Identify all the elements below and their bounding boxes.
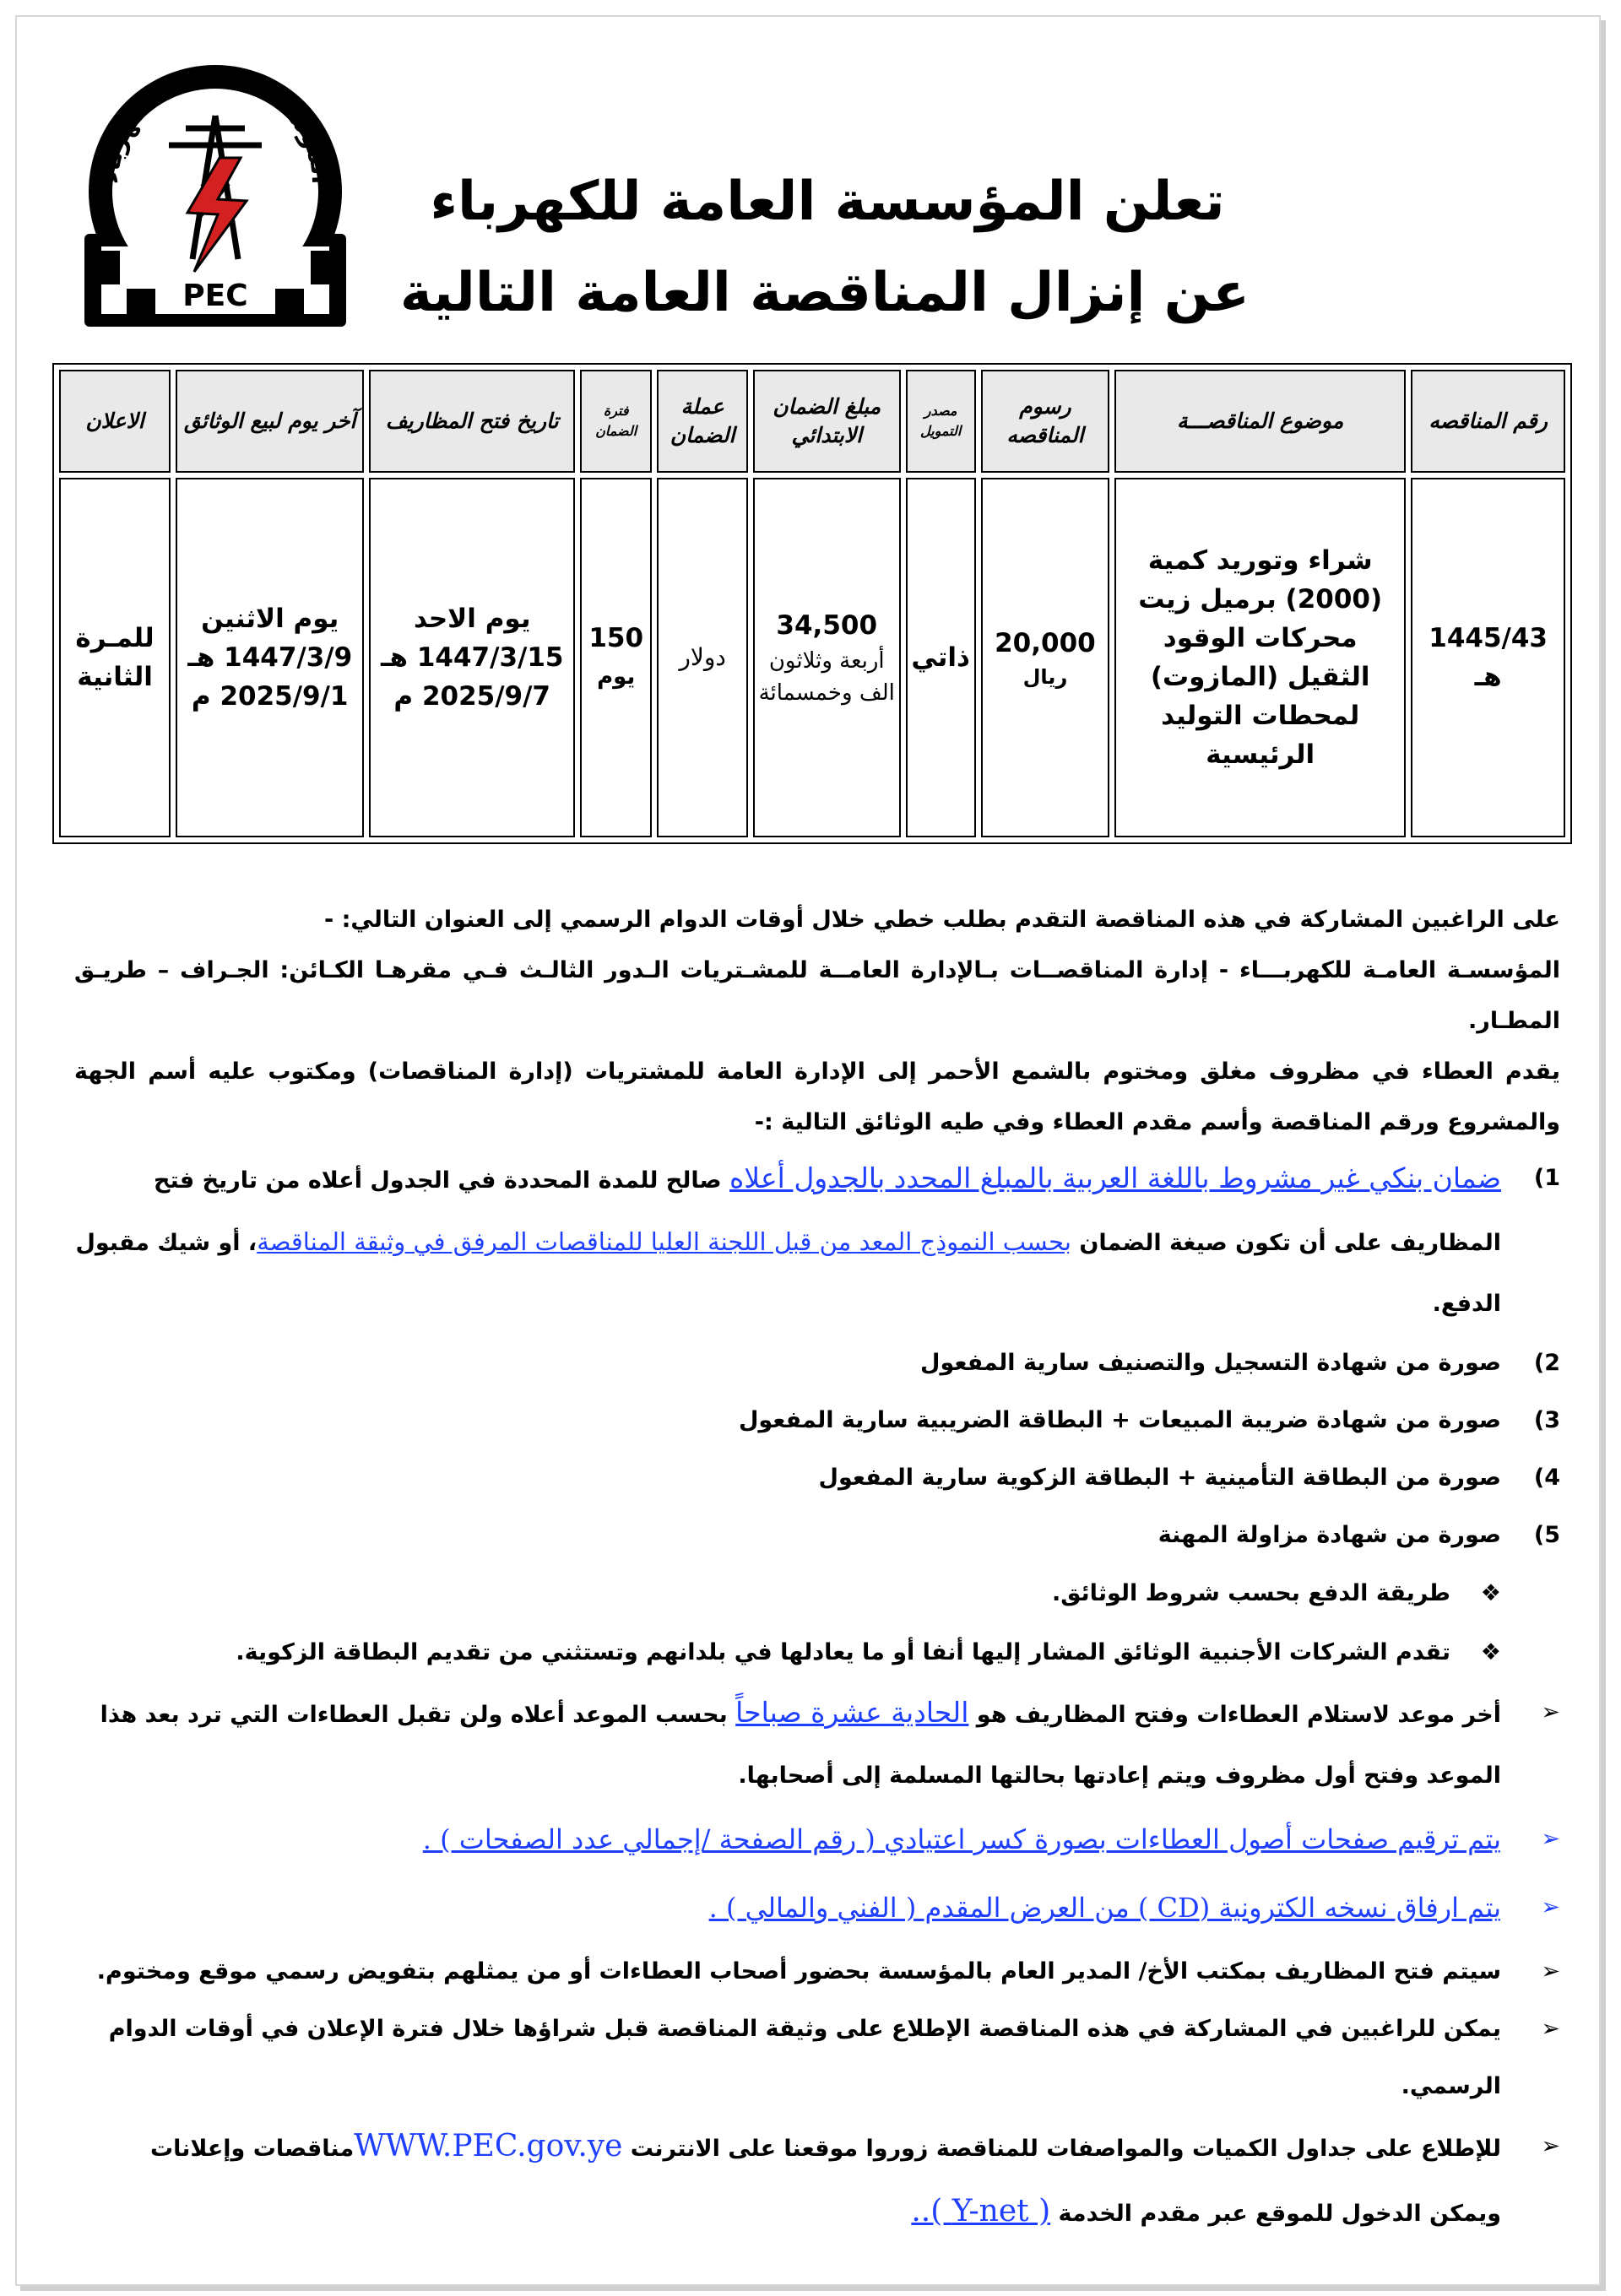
arrow-text: للإطلاع على جداول الكميات والمواصفات للمناقصة زوروا موقعنا على الانترنت (622, 2136, 1501, 2162)
header-announcement: الاعلان (59, 370, 171, 473)
item-text: صورة من شهادة التسجيل والتصنيف سارية المفعول (920, 1350, 1501, 1376)
list-item (74, 1507, 1560, 1564)
pec-logo (68, 35, 363, 339)
last-sale-hijri: 1447/3/9 هـ (187, 642, 353, 673)
header-subject: موضوع المناقصـــة (1114, 370, 1406, 473)
item-1-text-end: ، أو شيك مقبول الدفع. (75, 1230, 1501, 1317)
list-item (74, 1623, 1560, 1682)
deadline-time-link[interactable]: الحادية عشرة صباحاً (735, 1696, 969, 1729)
header-last-sale-day: آخر يوم لبيع الوثائق (176, 370, 364, 473)
logo-arc-text: المؤسسة العامة للكهرباء (95, 62, 336, 185)
ynet-link[interactable]: ( Y-net ).. (911, 2194, 1051, 2228)
item-text: صورة من البطاقة التأمينية + البطاقة الزكوية سارية المفعول (818, 1465, 1501, 1491)
opening-hijri: 1447/3/15 هـ (380, 642, 564, 673)
cell-fees (981, 478, 1109, 837)
bullet-text: طريقة الدفع بحسب شروط الوثائق. (1051, 1580, 1450, 1606)
list-item (74, 1875, 1560, 1943)
diamond-bullet-icon: ❖ (1480, 1580, 1501, 1606)
cell-announcement: للمـرة الثانية (59, 478, 171, 837)
intro-paragraph-1: على الراغبين المشاركة في هذه المناقصة التقدم بطلب خطي خلال أوقات الدوام الرسمي إلى العنوان التالي: - (324, 907, 1560, 933)
fees-currency: ريال (1022, 665, 1068, 689)
header-fees: رسوم المناقصه (981, 370, 1109, 473)
arrow-bullet-icon: ➢ (1541, 1958, 1560, 1985)
arrow-bullet-icon: ➢ (1541, 2133, 1560, 2159)
cell-funding: ذاتي (906, 478, 976, 837)
cell-opening-date (369, 478, 575, 837)
item-number: 3) (1533, 1407, 1560, 1433)
table-row (59, 478, 1565, 837)
announcement-title (399, 156, 1250, 338)
announcement-body (74, 895, 1560, 2245)
list-item (74, 1564, 1560, 1623)
guarantee-link[interactable]: ضمان بنكي غير مشروط باللغة العربية بالمبلغ المحدد بالجدول أعلاه (729, 1162, 1501, 1194)
last-sale-dayname: يوم الاثنين (201, 604, 339, 634)
cell-guarantee-period (580, 478, 652, 837)
website-link[interactable]: WWW.PEC.gov.ye (354, 2129, 623, 2163)
arrow-bullet-icon: ➢ (1541, 1699, 1560, 1725)
arrow-bullet-icon: ➢ (1541, 1894, 1560, 1920)
guarantee-words: أربعة وثلاثون الف وخمسمائة (758, 648, 895, 706)
opening-gregorian: 2025/9/7 م (393, 681, 551, 712)
header-opening-date: تاريخ فتح المظاريف (369, 370, 575, 473)
cell-number: 1445/43 هـ (1411, 478, 1565, 837)
cell-last-sale-day (176, 478, 364, 837)
arrow-text: يمكن للراغبين في المشاركة في هذه المناقصة الإطلاع على وثيقة المناقصة قبل شراؤها خلال فترة الإعلان في أوقات الدوام الرسمي. (108, 2016, 1501, 2099)
page-numbering-link[interactable]: يتم ترقيم صفحات أصول العطاءات بصورة كسر اعتيادي ( رقم الصفحة /إجمالي عدد الصفحات ) . (422, 1823, 1501, 1855)
item-number: 2) (1533, 1350, 1560, 1376)
arrow-bullet-icon: ➢ (1541, 2016, 1560, 2042)
list-item (74, 1335, 1560, 1392)
bullet-text: تقدم الشركات الأجنبية الوثائق المشار إليها أنفا أو ما يعادلها في بلدانهم وتستثني من تقديم البطاقة الزكوية. (236, 1639, 1450, 1665)
intro-paragraph-3: يقدم العطاء في مظروف مغلق ومختوم بالشمع الأحمر إلى الإدارة العامة للمشتريات (إدارة المناقصات) ومكتوب عليه أسم الجهة والمشروع ورقم المناقصة وأسم مقدم العطاء وفي طيه الوثائق التالية :- (74, 1059, 1560, 1135)
list-item (74, 1806, 1560, 1875)
item-number: 4) (1533, 1465, 1560, 1491)
arrow-text: سيتم فتح المظاريف بمكتب الأخ/ المدير العام بالمؤسسة بحضور أصحاب العطاءات أو من يمثلهم بتفويض رسمي موقع ومختوم. (96, 1958, 1501, 1985)
guarantee-number: 34,500 (776, 610, 878, 641)
cell-subject: شراء وتوريد كمية (2000) برميل زيت محركات الوقود الثقيل (المازوت) لمحطات التوليد الرئيسية (1114, 478, 1406, 837)
item-text: صورة من شهادة مزاولة المهنة (1157, 1522, 1501, 1548)
arrow-text: أخر موعد لاستلام العطاءات وفتح المظاريف هو (968, 1702, 1501, 1728)
tender-table (52, 363, 1572, 844)
guarantee-period-unit: يوم (597, 664, 636, 690)
list-item (74, 1392, 1560, 1449)
list-item (74, 1449, 1560, 1507)
item-1-text: صالح للمدة المحددة في الجدول أعلاه من تاريخ فتح المظاريف على أن تكون صيغة الضمان (154, 1167, 1501, 1256)
cell-guarantee-amount (753, 478, 901, 837)
item-text: صورة من شهادة ضريبة المبيعات + البطاقة الضريبية سارية المفعول (738, 1407, 1501, 1433)
cd-copy-link[interactable]: يتم ارفاق نسخه الكترونية (CD ) من العرض المقدم ( الفني والمالي ) . (708, 1892, 1501, 1924)
title-line-1: تعلن المؤسسة العامة للكهرباء (430, 171, 1225, 233)
opening-day: يوم الاحد (413, 604, 531, 634)
arrow-bullet-icon: ➢ (1541, 1826, 1560, 1852)
fees-amount: 20,000 (995, 628, 1096, 658)
cell-guarantee-currency: دولار (657, 478, 748, 837)
list-item (74, 1943, 1560, 2001)
header-funding: مصدر التمويل (906, 370, 976, 473)
header-guarantee-currency: عملة الضمان (657, 370, 748, 473)
logo-pec-text: PEC (182, 279, 248, 313)
header-number: رقم المناقصه (1411, 370, 1565, 473)
list-item (74, 1148, 1560, 1335)
intro-paragraph-2: المؤسسـة العامـة للكهربـــاء - إدارة المناقصــات بـالإدارة العامــة للمشـتريات الـدور الثالـث فـي مقرهـا الكـائن: الجـراف – طريـق المطـار. (74, 957, 1560, 1034)
last-sale-gregorian: 2025/9/1 م (191, 681, 349, 712)
list-item (74, 2001, 1560, 2115)
table-header-row (59, 370, 1565, 473)
arrow-text-mid: مناقصات وإعلانات ويمكن الدخول للموقع عبر مقدم الخدمة (149, 2136, 1501, 2227)
diamond-bullet-icon: ❖ (1480, 1639, 1501, 1665)
guarantee-period-days: 150 (588, 623, 644, 653)
list-item (74, 2115, 1560, 2245)
list-item (74, 1682, 1560, 1806)
title-line-2: عن إنزال المناقصة العامة التالية (399, 262, 1250, 324)
item-number: 5) (1533, 1522, 1560, 1548)
arrow-text-end: بحسب الموعد أعلاه ولن تقبل العطاءات التي ترد بعد هذا الموعد وفتح أول مظروف ويتم إعادتها بحالتها المسلمة إلى أصحابها. (100, 1702, 1501, 1789)
header-guarantee-period: فترة الضمان (580, 370, 652, 473)
item-number: 1) (1533, 1165, 1560, 1191)
guarantee-form-link[interactable]: بحسب النموذج المعد من قبل اللجنة العليا للمناقصات المرفق في وثيقة المناقصة (257, 1227, 1071, 1256)
header-guarantee-amount: مبلغ الضمان الابتدائي (753, 370, 901, 473)
